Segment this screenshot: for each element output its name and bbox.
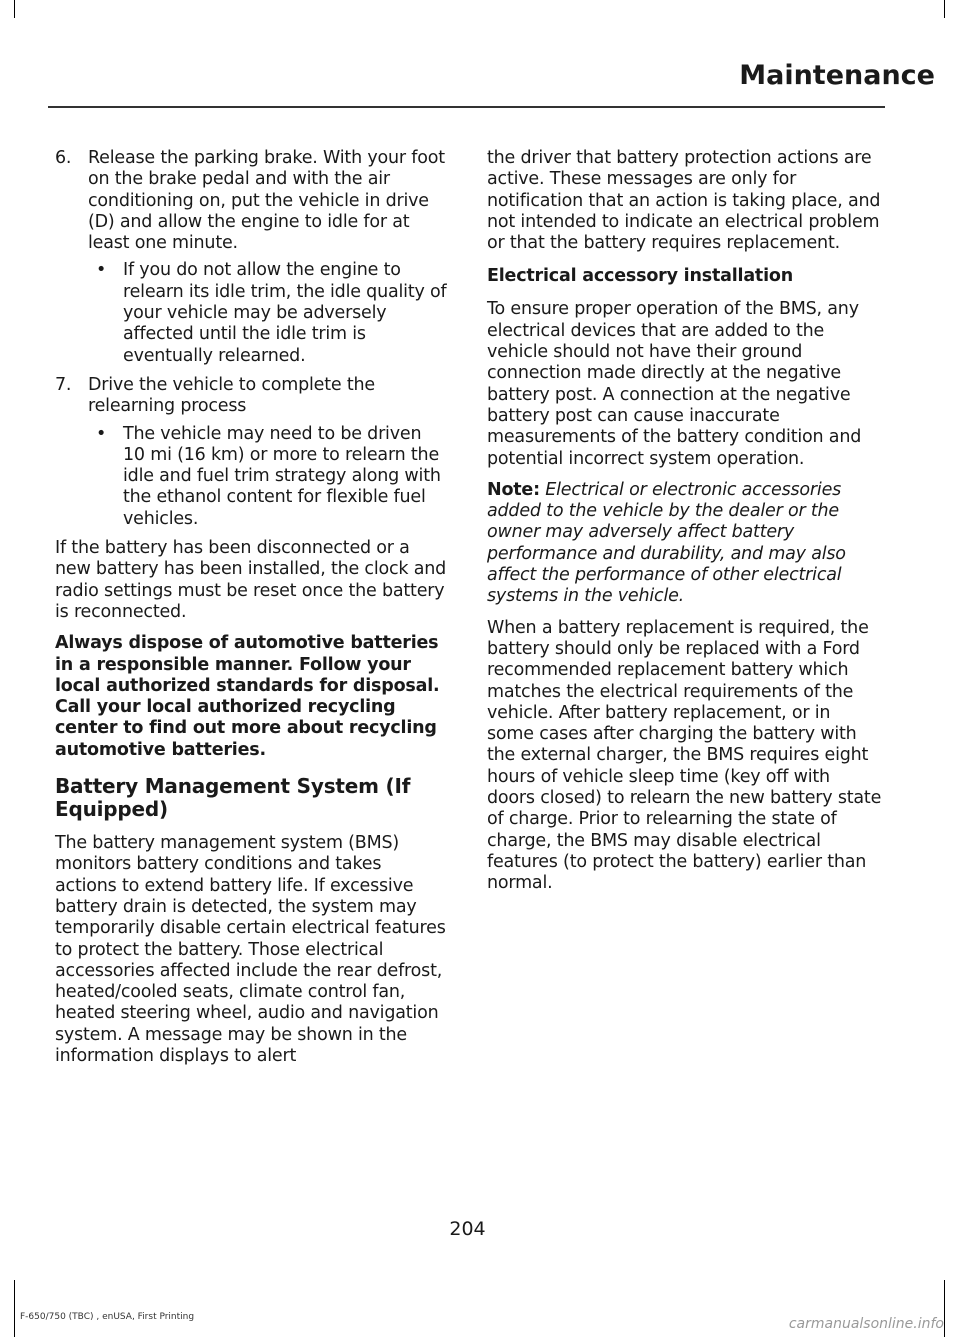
watermark: carmanualsonline.info (788, 1316, 944, 1332)
step-6-bullet (88, 260, 447, 366)
continuation-paragraph: the driver that battery protection actions are active. These messages are only for notification that an action is taking place, and not intended to indicate an electrical problem or that the battery requires replacement. (487, 148, 881, 254)
accessory-paragraph: To ensure proper operation of the BMS, any electrical devices that are added to the vehicle should not have their ground connection made directly at the negative battery post. A connection at the negative battery post can cause inaccurate measurements of the battery condition and potential incorrect system operation. (487, 299, 862, 469)
crop-mark-bottom-right (944, 1280, 945, 1337)
step-7-number: 7. (55, 374, 72, 395)
crop-mark-top-right (944, 0, 945, 18)
note-label: Note: (487, 479, 540, 500)
crop-mark-bottom-left (14, 1280, 15, 1337)
step-6-bullet-text: If you do not allow the engine to relearn its idle trim, the idle quality of your vehicle may be adversely affected until the idle trim is eventually relearned. (123, 260, 447, 366)
crop-mark-top-left (14, 0, 15, 18)
bms-heading: Battery Management System (If Equipped) (55, 774, 411, 822)
step-7-text: Drive the vehicle to complete the relearning process (88, 374, 375, 417)
header-rule (48, 106, 885, 108)
step-6 (55, 148, 447, 254)
page-header-title: Maintenance (739, 60, 935, 91)
right-column (487, 148, 882, 905)
reset-paragraph: If the battery has been disconnected or a new battery has been installed, the clock and radio settings must be reset once the battery is reconnected. (55, 538, 447, 622)
note-text: Electrical or electronic accessories added to the vehicle by the dealer or the owner may adversely affect battery performance and durability, and may also affect the performance of other electrical systems in the vehicle. (487, 479, 846, 607)
replacement-paragraph: When a battery replacement is required, the battery should only be replaced with a Ford recommended replacement battery which matches the electrical requirements of the vehicle. After battery replacement, or in some cases after charging the battery with the external charger, the BMS requires eight hours of vehicle sleep time (key off with doors closed) to relearn the new battery state of charge. Prior to relearning the state of charge, the BMS may disable electrical features (to protect the battery) earlier than normal. (487, 617, 882, 894)
edition-footer: F-650/750 (TBC) , enUSA, First Printing (20, 1312, 195, 1322)
bullet-icon: • (96, 423, 107, 444)
step-7 (55, 375, 447, 418)
note-paragraph (487, 480, 882, 608)
step-7-bullet-text: The vehicle may need to be driven 10 mi (16 km) or more to relearn the idle and fuel trim strategy along with the ethanol content for flexible fuel vehicles. (123, 423, 441, 529)
bms-paragraph: The battery management system (BMS) monitors battery conditions and takes actions to extend battery life. If excessive battery drain is detected, the system may temporarily disable certain electrical features to protect the battery. Those electrical accessories affected include the rear defrost, heated/cooled seats, climate control fan, heated steering wheel, audio and navigation system. A message may be shown in the information displays to alert (55, 833, 446, 1066)
disposal-warning: Always dispose of automotive batteries in a responsible manner. Follow your local authorized standards for disposal. Call your local authorized recycling center to find out more about recycling automotive batteries. (55, 633, 440, 760)
step-6-number: 6. (55, 148, 72, 168)
accessory-heading: Electrical accessory installation (487, 266, 793, 287)
step-6-text: Release the parking brake. With your foot on the brake pedal and with the air conditioning on, put the vehicle in drive (D) and allow the engine to idle for at least one minute. (88, 148, 445, 254)
left-column (55, 148, 447, 1077)
step-7-bullet (88, 424, 447, 530)
page-number: 204 (449, 1218, 486, 1240)
bullet-icon: • (96, 260, 107, 281)
